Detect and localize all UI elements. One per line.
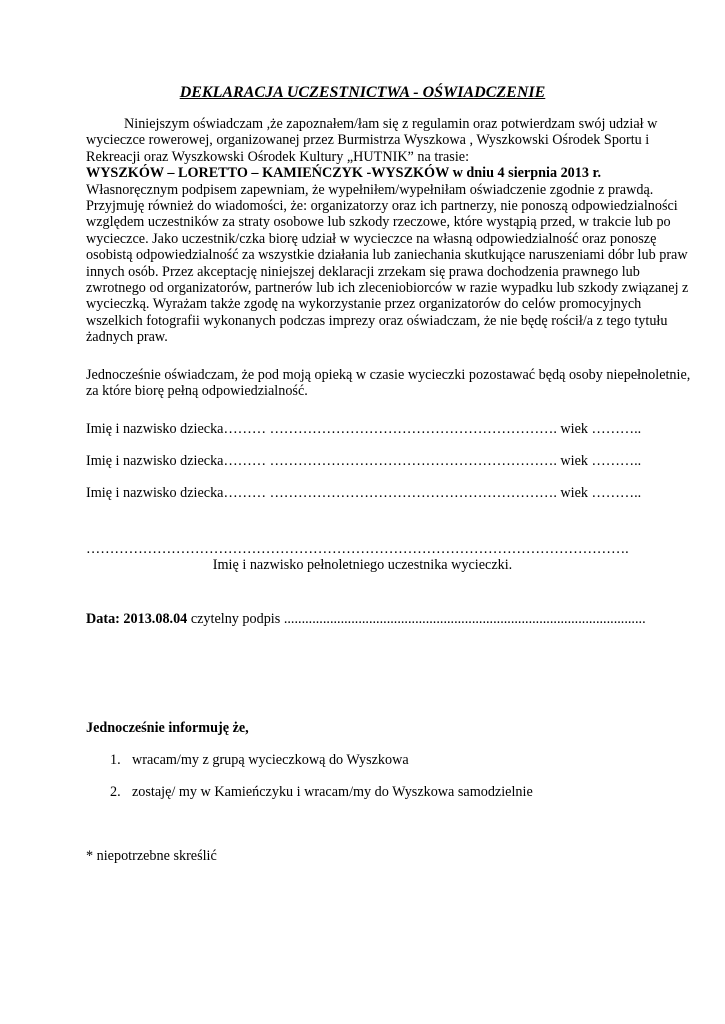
adult-signature-line[interactable]: ……………………………………………………………………………………………………. — [86, 541, 629, 557]
inform-heading: Jednocześnie informuję że, — [86, 720, 249, 736]
page-title: DEKLARACJA UCZESTNICTWA - OŚWIADCZENIE — [179, 84, 546, 101]
option-text: zostaję/ my w Kamieńczyku i wracam/my do Wyszkowa samodzielnie — [132, 784, 533, 800]
date-row — [86, 611, 646, 628]
declaration-paragraph — [86, 116, 696, 346]
option-item-1 — [110, 752, 409, 769]
child-line-2[interactable]: Imię i nazwisko dziecka……… ……………………………………………………. wiek ……….. — [86, 453, 642, 469]
footnote: * niepotrzebne skreślić — [86, 848, 217, 864]
option-text: wracam/my z grupą wycieczkową do Wyszkowa — [132, 752, 409, 768]
child-line-3[interactable]: Imię i nazwisko dziecka……… ……………………………………………………. wiek ……….. — [86, 485, 642, 501]
child-line-1[interactable]: Imię i nazwisko dziecka……… ……………………………………………………. wiek ……….. — [86, 421, 642, 437]
intro-text: Niniejszym oświadczam ,że zapoznałem/łam się z regulamin oraz potwierdzam swój udział w wycieczce rowerowej, organizowanej przez Burmistrza Wyszkowa , Wyszkowski Ośrodek Sportu i Rekreacji oraz Wyszkowski Ośrodek Kultury „HUTNIK” na trasie: — [86, 116, 658, 165]
option-number: 1. — [110, 752, 121, 768]
signature-dots[interactable]: ...................................................................................................... — [283, 611, 646, 627]
option-item-2 — [110, 784, 533, 801]
route-text: WYSZKÓW – LORETTO – KAMIEŃCZYK -WYSZKÓW w dniu 4 sierpnia 2013 r. — [86, 165, 602, 182]
adult-signature-caption: Imię i nazwisko pełnoletniego uczestnika wycieczki. — [212, 557, 513, 573]
guardian-statement: Jednocześnie oświadczam, że pod moją opieką w czasie wycieczki pozostawać będą osoby niepełnoletnie, za które biorę pełną odpowiedzialność. — [86, 367, 691, 400]
option-number: 2. — [110, 784, 121, 800]
liability-text: Własnoręcznym podpisem zapewniam, że wypełniłem/wypełniłam oświadczenie zgodnie z prawdą. Przyjmuję również do wiadomości, że: organizatorzy oraz ich partnerzy, nie ponoszą odpowiedzialności względem uczestników za straty osobowe lub szkody rzeczowe, które wystąpią przed, w trakcie lub po wycieczce. Jako uczestnik/czka biorę udział w wycieczce na własną odpowiedzialność oraz ponoszę osobistą odpowiedzialność za wszystkie działania lub zaniechania skutkujące naruszeniami dóbr lub praw innych osób. Przez akceptację niniejszej deklaracji zrzekam się prawa dochodzenia prawnego lub zwrotnego od organizatorów, partnerów lub ich zleceniobiorców w razie wypadku lub szkody związanej z wycieczką. Wyrażam także zgodę na wykorzystanie przez organizatorów do celów promocyjnych wszelkich fotografii wykonanych podczas imprezy oraz oświadczam, że nie będę rościł/a z tego tytułu żadnych praw. — [86, 181, 689, 346]
signature-label: czytelny podpis — [187, 611, 284, 627]
date-label: Data: 2013.08.04 — [86, 611, 188, 627]
